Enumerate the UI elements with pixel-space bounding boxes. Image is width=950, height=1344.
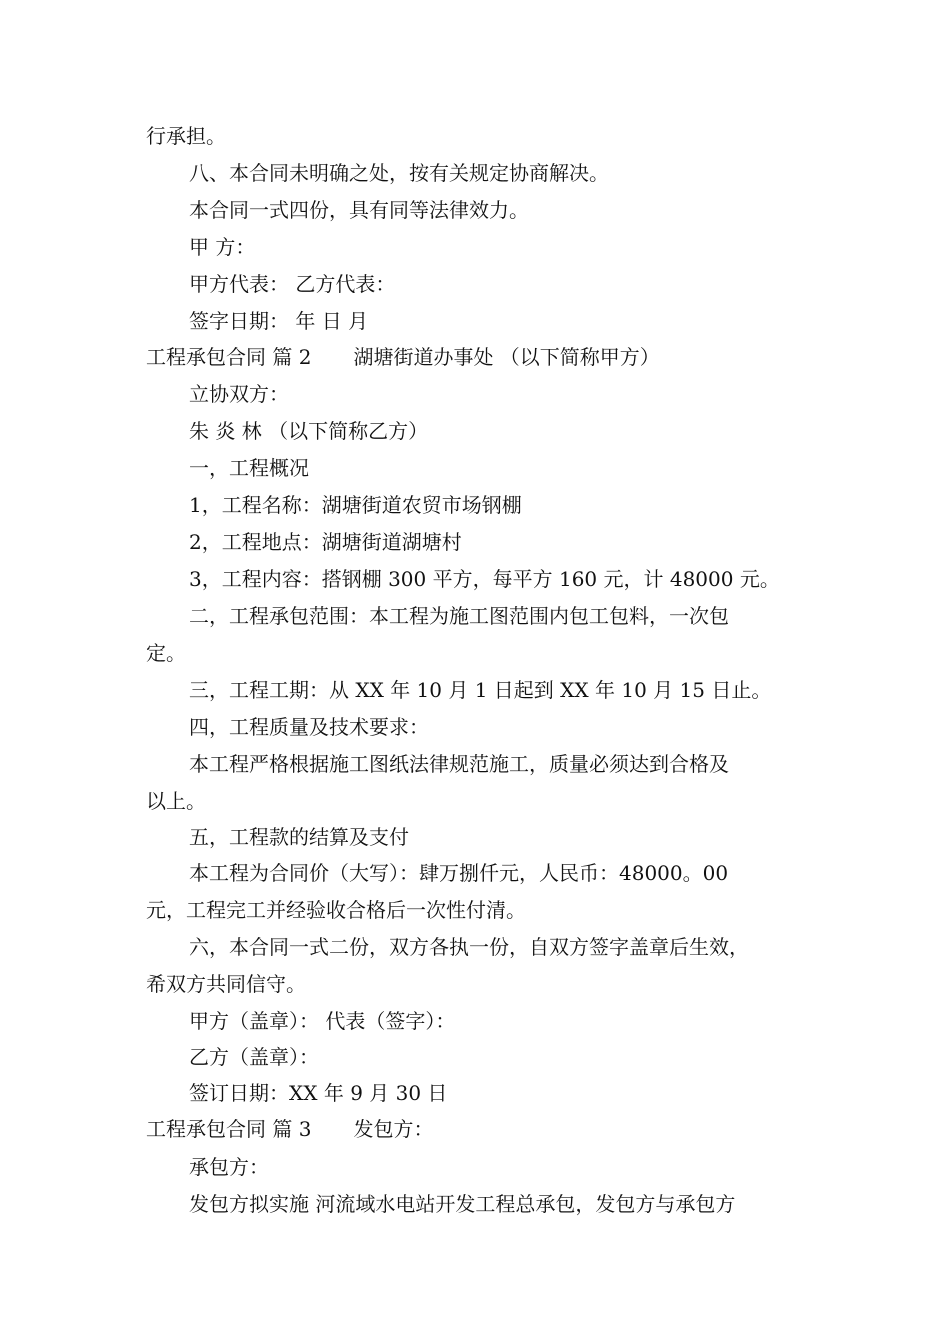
text-line: 发包方拟实施 河流域水电站开发工程总承包，发包方与承包方 — [189, 1192, 736, 1216]
text-line: 甲 方： — [189, 235, 256, 259]
text-line: 2，工程地点：湖塘街道湖塘村 — [189, 530, 462, 554]
text-line: 承包方： — [189, 1155, 269, 1179]
text-line: 本工程严格根据施工图纸法律规范施工，质量必须达到合格及 — [189, 752, 729, 776]
text-line: 定。 — [146, 641, 186, 665]
text-line: 甲方（盖章）： 代表（签字）： — [189, 1009, 456, 1033]
text-line: 本合同一式四份，具有同等法律效力。 — [189, 198, 529, 222]
section-heading-row — [146, 344, 660, 370]
text-line: 甲方代表： 乙方代表： — [189, 272, 396, 296]
text-line: 行承担。 — [146, 124, 226, 148]
text-line: 签订日期：XX 年 9 月 30 日 — [189, 1081, 448, 1105]
text-line: 朱 炎 林 （以下简称乙方） — [189, 419, 429, 443]
text-line: 以上。 — [146, 789, 206, 813]
section-heading: 工程承包合同 篇 3 — [146, 1117, 312, 1141]
text-line: 乙方（盖章）： — [189, 1045, 319, 1069]
text-line: 二，工程承包范围：本工程为施工图范围内包工包料，一次包 — [189, 604, 729, 628]
text-line: 元，工程完工并经验收合格后一次性付清。 — [146, 898, 526, 922]
text-line: 湖塘街道办事处 （以下简称甲方） — [353, 345, 660, 369]
text-line: 本工程为合同价（大写）：肆万捌仟元，人民币：48000。00 — [189, 861, 729, 885]
text-line: 立协双方： — [189, 382, 289, 406]
text-line: 希双方共同信守。 — [146, 972, 306, 996]
text-line: 签字日期： 年 日 月 — [189, 309, 369, 333]
section-heading: 工程承包合同 篇 2 — [146, 345, 312, 369]
text-line: 3，工程内容：搭钢棚 300 平方，每平方 160 元，计 48000 元。 — [189, 567, 780, 591]
text-line: 发包方： — [353, 1117, 434, 1141]
text-line: 四，工程质量及技术要求： — [189, 715, 429, 739]
section-heading-row — [146, 1116, 433, 1142]
text-line: 八、本合同未明确之处，按有关规定协商解决。 — [189, 161, 609, 185]
text-line: 1，工程名称：湖塘街道农贸市场钢棚 — [189, 493, 522, 517]
text-line: 一，工程概况 — [189, 456, 309, 480]
text-line: 五，工程款的结算及支付 — [189, 825, 409, 849]
text-line: 六，本合同一式二份，双方各执一份，自双方签字盖章后生效， — [189, 935, 749, 959]
text-line: 三，工程工期：从 XX 年 10 月 1 日起到 XX 年 10 月 15 日止。 — [189, 678, 772, 702]
